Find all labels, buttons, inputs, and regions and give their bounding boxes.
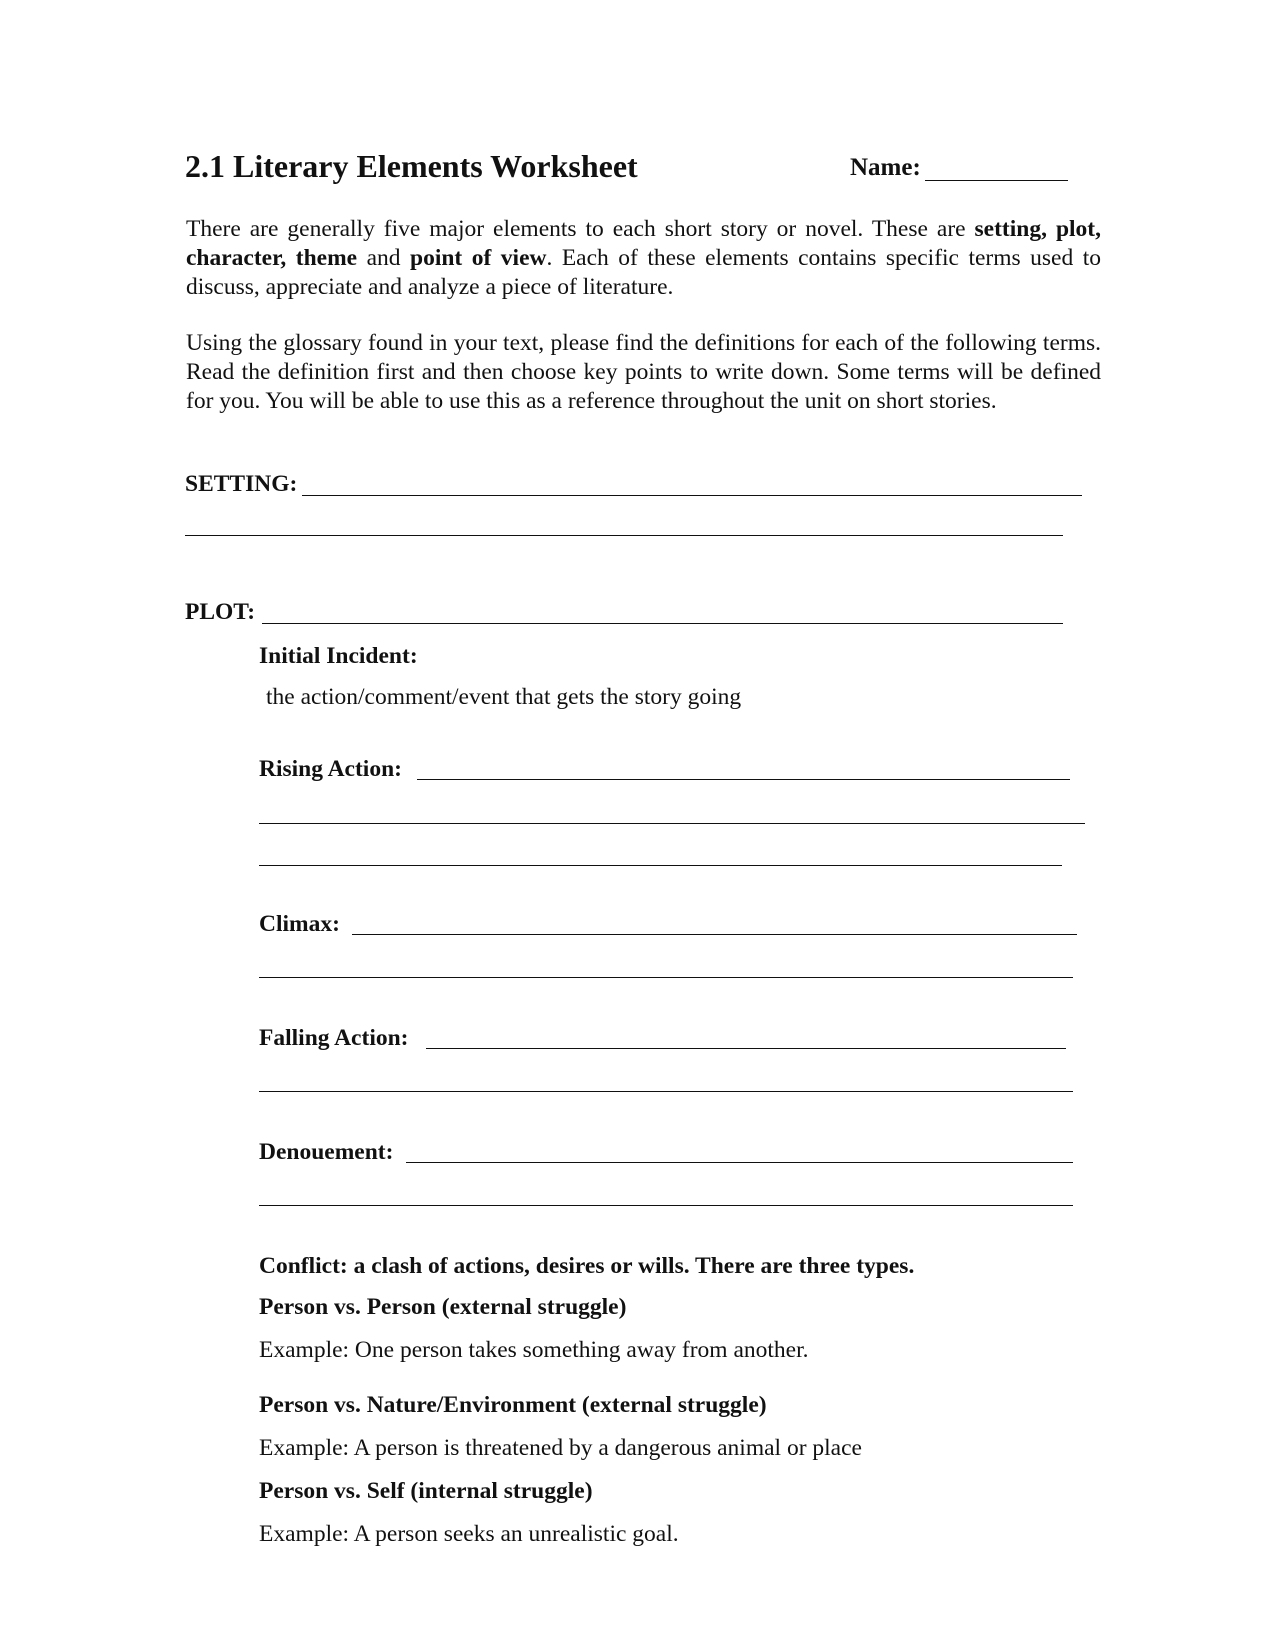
setting-answer-line-2[interactable] xyxy=(185,535,1063,536)
name-label: Name: xyxy=(850,154,921,181)
conflict-type-person-vs-self: Person vs. Self (internal struggle) xyxy=(259,1478,593,1504)
plot-answer-line[interactable] xyxy=(262,623,1063,624)
conflict-example-person-vs-nature: Example: A person is threatened by a dangerous animal or place xyxy=(259,1435,862,1461)
denouement-line-1[interactable] xyxy=(406,1162,1073,1163)
falling-action-label: Falling Action: xyxy=(259,1025,409,1051)
intro-paragraph-1: There are generally five major elements to each short story or novel. These are setting, plot, character, theme and point of view. Each of these elements contains specific terms used to discuss, appreciate and analyze a piece of literature. xyxy=(186,216,1101,300)
climax-line-1[interactable] xyxy=(352,934,1077,935)
conflict-type-person-vs-person: Person vs. Person (external struggle) xyxy=(259,1294,627,1320)
falling-action-line-2[interactable] xyxy=(259,1091,1073,1092)
denouement-line-2[interactable] xyxy=(259,1205,1073,1206)
page-title: 2.1 Literary Elements Worksheet xyxy=(185,148,638,184)
climax-line-2[interactable] xyxy=(259,977,1073,978)
climax-label: Climax: xyxy=(259,911,340,937)
point-of-view-term: point of view xyxy=(410,245,547,271)
rising-action-line-3[interactable] xyxy=(259,865,1062,866)
conflict-type-person-vs-nature: Person vs. Nature/Environment (external struggle) xyxy=(259,1392,767,1418)
falling-action-line-1[interactable] xyxy=(426,1048,1066,1049)
initial-incident-definition: the action/comment/event that gets the story going xyxy=(266,684,742,710)
rising-action-line-2[interactable] xyxy=(259,823,1085,824)
denouement-label: Denouement: xyxy=(259,1139,394,1165)
elements-list: setting, plot, character, theme xyxy=(186,216,1101,271)
setting-label: SETTING: xyxy=(185,471,298,497)
conflict-example-person-vs-self: Example: A person seeks an unrealistic goal. xyxy=(259,1521,679,1547)
initial-incident-label: Initial Incident: xyxy=(259,643,418,669)
name-blank[interactable] xyxy=(925,180,1068,181)
intro-paragraph-2: Using the glossary found in your text, please find the definitions for each of the following terms. Read the definition first and then choose key points to write down. Some terms will be defined for you. You will be able to use this as a reference throughout the unit on short stories. xyxy=(186,330,1101,414)
conflict-heading: Conflict: a clash of actions, desires or wills. There are three types. xyxy=(259,1253,915,1279)
plot-label: PLOT: xyxy=(185,599,256,625)
rising-action-line-1[interactable] xyxy=(417,779,1070,780)
conflict-example-person-vs-person: Example: One person takes something away from another. xyxy=(259,1337,809,1363)
rising-action-label: Rising Action: xyxy=(259,756,402,782)
setting-answer-line-1[interactable] xyxy=(302,495,1082,496)
